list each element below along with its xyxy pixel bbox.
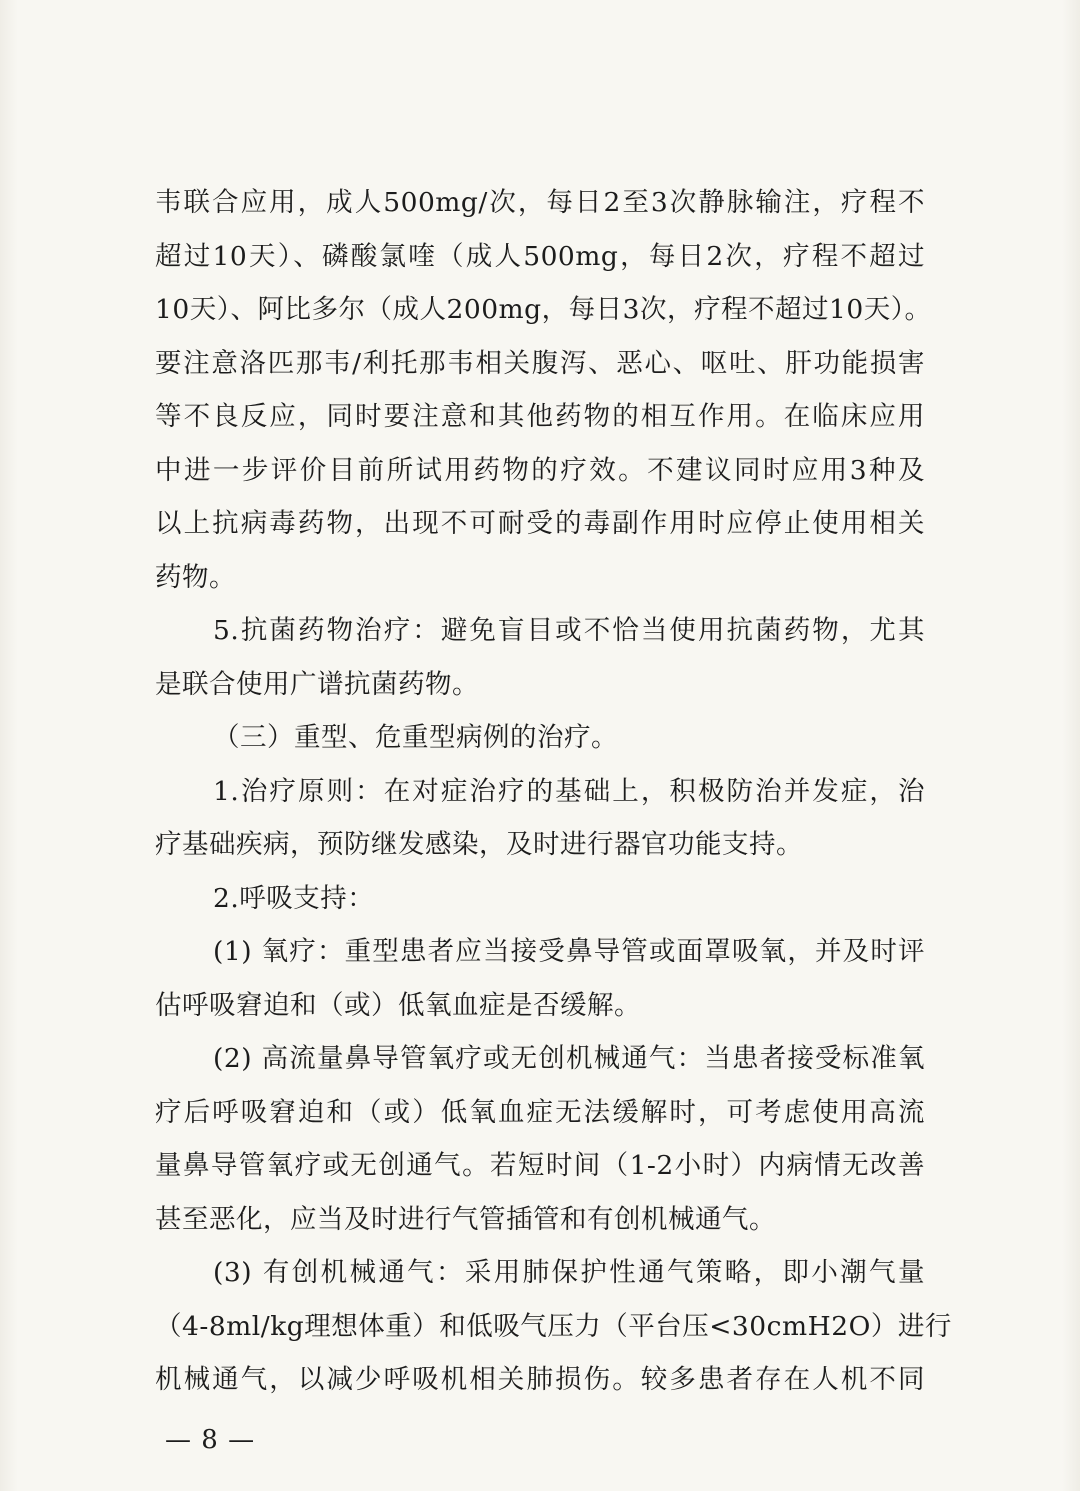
section-heading-treatment-principle: 1.治疗原则：在对症治疗的基础上，积极防治并发症，治 [213,775,925,807]
page-number: — 8 — [165,1425,256,1455]
text-line: 药物。 [155,561,236,593]
item-invasive-ventilation: (3) 有创机械通气：采用肺保护性通气策略，即小潮气量 [213,1257,925,1288]
text-line: 超过10天）、磷酸氯喹（成人500mg，每日2次，疗程不超过 [155,240,925,272]
text-line: 疗基础疾病，预防继发感染，及时进行器官功能支持。 [155,829,803,860]
text-line: 估呼吸窘迫和（或）低氧血症是否缓解。 [155,989,641,1021]
body-text [155,176,952,1407]
text-line: 中进一步评价目前所试用药物的疗效。不建议同时应用3种及 [155,454,925,486]
text-line: 是联合使用广谱抗菌药物。 [155,668,479,700]
text-line: 要注意洛匹那韦/利托那韦相关腹泻、恶心、呕吐、肝功能损害 [155,347,925,379]
section-heading-severe-cases: （三）重型、危重型病例的治疗。 [213,722,618,753]
text-line: （4-8ml/kg理想体重）和低吸气压力（平台压<30cmH2O）进行 [155,1310,952,1342]
text-line: 疗后呼吸窘迫和（或）低氧血症无法缓解时，可考虑使用高流 [155,1096,925,1128]
text-line: 10天）、阿比多尔（成人200mg，每日3次，疗程不超过10天）。 [155,294,932,325]
item-high-flow-oxygen: (2) 高流量鼻导管氧疗或无创机械通气：当患者接受标准氧 [213,1043,925,1074]
section-heading-antibacterial: 5.抗菌药物治疗：避免盲目或不恰当使用抗菌药物，尤其 [213,615,925,646]
text-line: 韦联合应用，成人500mg/次，每日2至3次静脉输注，疗程不 [155,187,925,218]
text-line: 以上抗病毒药物，出现不可耐受的毒副作用时应停止使用相关 [155,508,925,539]
text-line: 甚至恶化，应当及时进行气管插管和有创机械通气。 [155,1203,776,1235]
text-line: 机械通气，以减少呼吸机相关肺损伤。较多患者存在人机不同 [155,1364,925,1395]
text-line: 量鼻导管氧疗或无创通气。若短时间（1-2小时）内病情无改善 [155,1150,925,1181]
text-line: 等不良反应，同时要注意和其他药物的相互作用。在临床应用 [155,401,925,432]
item-oxygen-therapy: (1) 氧疗：重型患者应当接受鼻导管或面罩吸氧，并及时评 [213,936,925,967]
section-heading-respiratory-support: 2.呼吸支持： [213,882,375,914]
